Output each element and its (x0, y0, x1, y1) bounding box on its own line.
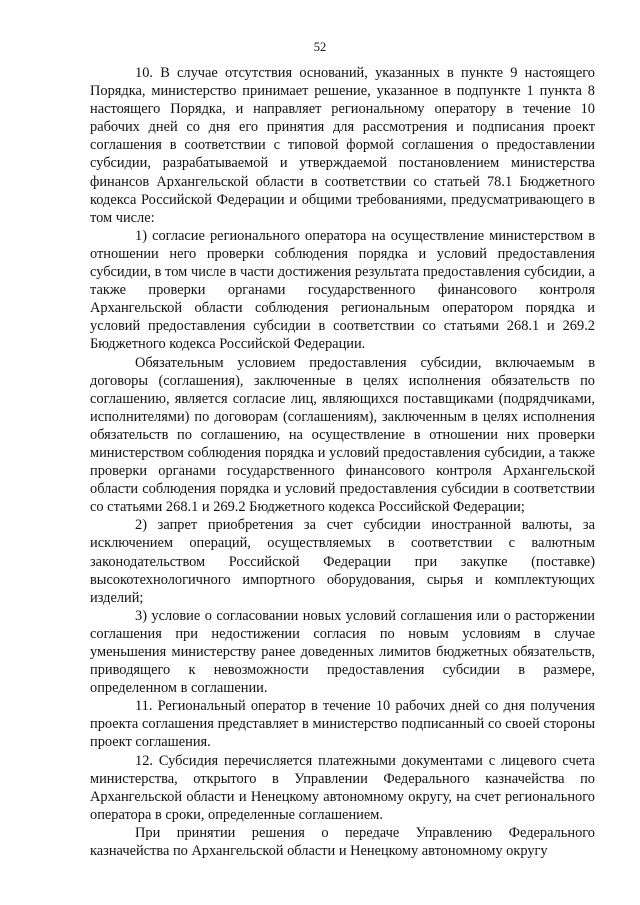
paragraph-subitem-1: 1) согласие регионального оператора на осуществление министерством в отношении него проверки соблюдения порядка и условий предоставления субсидии, в том числе в части достижения результата предоставления субсидии, а также проверки органами государственного финансового контроля Архангельской области соблюдения региональным оператором порядка и условий предоставления субсидии в соответствии со статьями 268.1 и 269.2 Бюджетного кодекса Российской Федерации. (90, 227, 595, 353)
paragraph-treasury-transfer: При принятии решения о передаче Управлению Федерального казначейства по Архангельской области и Ненецкому автономному округу (90, 824, 595, 860)
page-number: 52 (313, 40, 327, 54)
paragraph-item-10: 10. В случае отсутствия оснований, указанных в пункте 9 настоящего Порядка, министерство принимает решение, указанное в подпункте 1 пункта 8 настоящего Порядка, и направляет региональному оператору в течение 10 рабочих дней со дня его принятия для рассмотрения и подписания проект соглашения в соответствии с типовой формой соглашения о предоставлении субсидии, разрабатываемой и утверждаемой постановлением министерства финансов Архангельской области в соответствии со статьей 78.1 Бюджетного кодекса Российской Федерации и общими требованиями, предусматривающего в том числе: (90, 65, 595, 226)
paragraph-item-11: 11. Региональный оператор в течение 10 рабочих дней со дня получения проекта соглашения представляет в министерство подписанный со своей стороны проект соглашения. (90, 698, 595, 751)
document-body (90, 64, 595, 860)
paragraph-mandatory-condition: Обязательным условием предоставления субсидии, включаемым в договоры (соглашения), заключенные в целях исполнения обязательств по соглашению, является согласие лиц, являющихся поставщиками (подрядчиками, исполнителями) по договорам (соглашениям), заключенным в целях исполнения обязательств по соглашению, на осуществление в отношении них проверки министерством соблюдения порядка и условий предоставления субсидии, а также проверки органами государственного финансового контроля Архангельской области соблюдения порядка и условий предоставления субсидии в соответствии со статьями 268.1 и 269.2 Бюджетного кодекса Российской Федерации; (90, 354, 595, 516)
paragraph-item-12: 12. Субсидия перечисляется платежными документами с лицевого счета министерства, открытого в Управлении Федерального казначейства по Архангельской области и Ненецкому автономному округу, на счет регионального оператора в сроки, определенные соглашением. (90, 752, 595, 823)
paragraph-subitem-2: 2) запрет приобретения за счет субсидии иностранной валюты, за исключением операций, осуществляемых в соответствии с валютным законодательством Российской Федерации при закупке (поставке) высокотехнологичного импортного оборудования, сырья и комплектующих изделий; (90, 517, 595, 606)
paragraph-subitem-3: 3) условие о согласовании новых условий соглашения или о расторжении соглашения при недостижении согласия по новым условиям в случае уменьшения министерству ранее доведенных лимитов бюджетных обязательств, приводящего к невозможности предоставления субсидии в размере, определенном в соглашении. (90, 607, 595, 697)
